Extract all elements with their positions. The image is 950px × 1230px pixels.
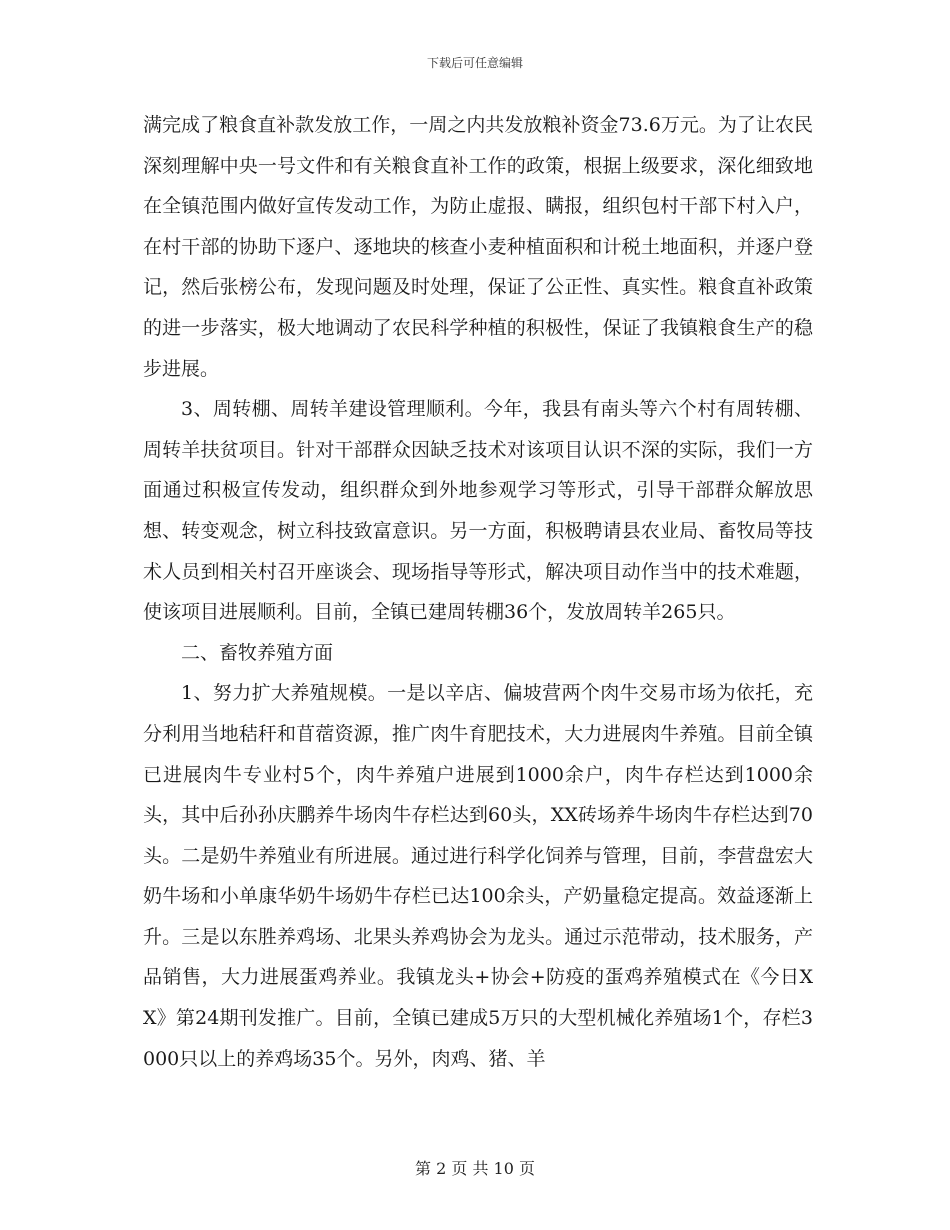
- document-body: [143, 105, 813, 1079]
- paragraph-breeding-scale: 1、努力扩大养殖规模。一是以辛店、偏坡营两个肉牛交易市场为依托，充分利用当地秸秆和苜蓿资源，推广肉牛育肥技术，大力进展肉牛养殖。目前全镇已进展肉牛专业村5个，肉牛养殖户进展到1000余户，肉牛存栏达到1000余头，其中后孙孙庆鹏养牛场肉牛存栏达到60头，XX砖场养牛场肉牛存栏达到70头。二是奶牛养殖业有所进展。通过进行科学化饲养与管理，目前，李营盘宏大奶牛场和小单康华奶牛场奶牛存栏已达100余头，产奶量稳定提高。效益逐渐上升。三是以东胜养鸡场、北果头养鸡协会为龙头。通过示范带动，技术服务，产品销售，大力进展蛋鸡养业。我镇龙头+协会+防疫的蛋鸡养殖模式在《今日XX》第24期刊发推广。目前，全镇已建成5万只的大型机械化养殖场1个，存栏3000只以上的养鸡场35个。另外，肉鸡、猪、羊: [143, 682, 813, 1070]
- paragraph-grain-subsidy: 满完成了粮食直补款发放工作，一周之内共发放粮补资金73.6万元。为了让农民深刻理解中央一号文件和有关粮食直补工作的政策，根据上级要求，深化细致地在全镇范围内做好宣传发动工作，为防止虚报、瞒报，组织包村干部下村入户，在村干部的协助下逐户、逐地块的核查小麦种植面积和计税土地面积，并逐户登记，然后张榜公布，发现问题及时处理，保证了公正性、真实性。粮食直补政策的进一步落实，极大地调动了农民科学种植的积极性，保证了我镇粮食生产的稳步进展。: [143, 114, 813, 380]
- paragraph-turnover-shed: 3、周转棚、周转羊建设管理顺利。今年，我县有南头等六个村有周转棚、周转羊扶贫项目。针对干部群众因缺乏技术对该项目认识不深的实际，我们一方面通过积极宣传发动，组织群众到外地参观学习等形式，引导干部群众解放思想、转变观念，树立科技致富意识。另一方面，积极聘请县农业局、畜牧局等技术人员到相关村召开座谈会、现场指导等形式，解决项目动作当中的技术难题，使该项目进展顺利。目前，全镇已建周转棚36个，发放周转羊265只。: [143, 398, 813, 624]
- page-number: 第 2 页 共 10 页: [415, 1159, 535, 1178]
- page-header: 下载后可任意编辑: [426, 56, 523, 70]
- section-heading-livestock: 二、畜牧养殖方面: [181, 641, 334, 664]
